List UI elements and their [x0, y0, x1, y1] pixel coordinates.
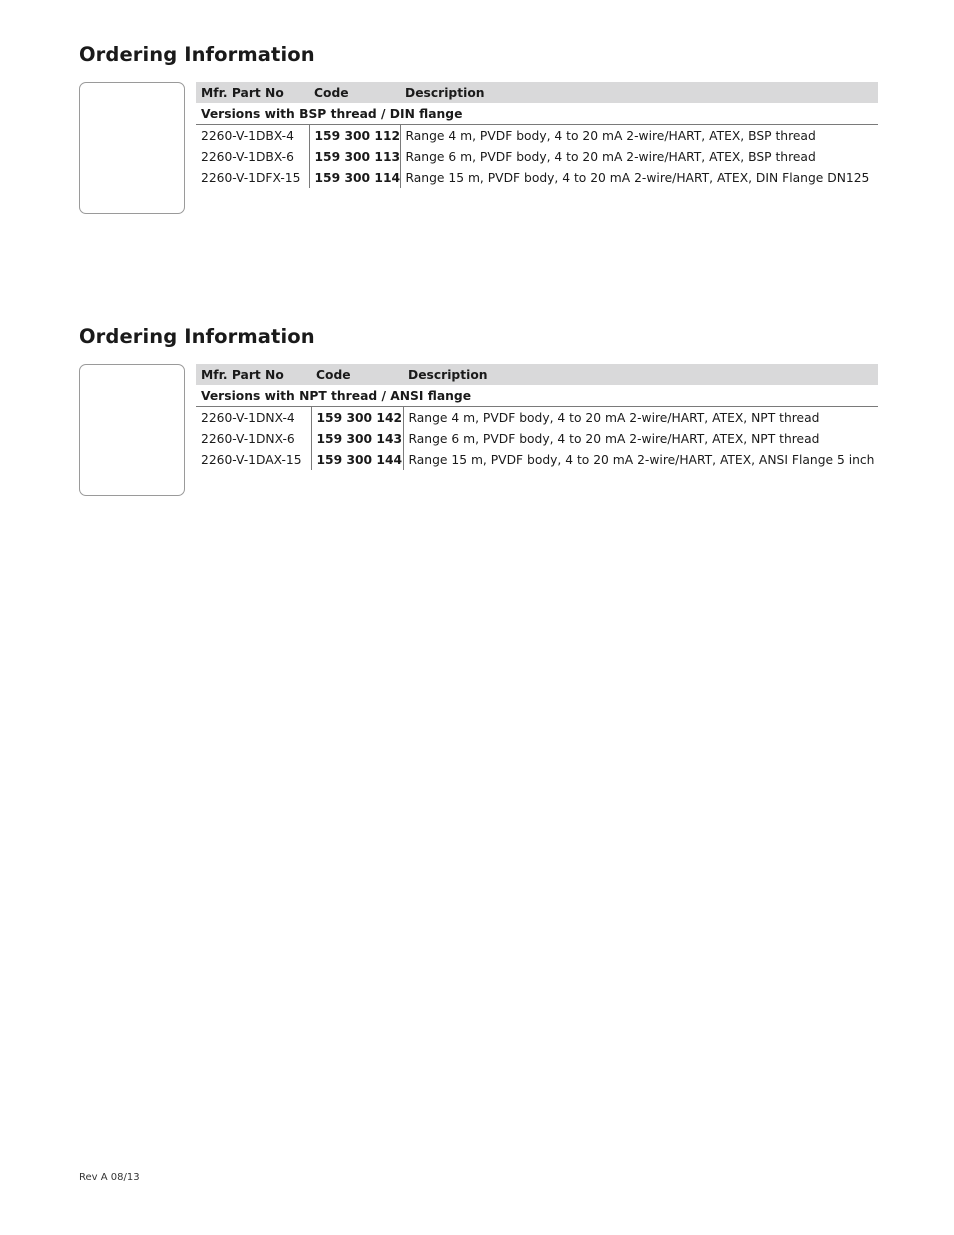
part-number-cell: 2260-V-1DAX-15	[201, 452, 302, 467]
code-cell: 159 300 113	[309, 146, 400, 167]
section-title: Ordering Information	[79, 43, 315, 66]
code-cell: 159 300 143	[311, 428, 403, 449]
table-row	[196, 449, 878, 470]
part-number-cell: 2260-V-1DBX-6	[201, 149, 294, 164]
table-header-row	[196, 82, 878, 103]
table-row	[196, 125, 878, 147]
group-row	[196, 385, 878, 407]
code-cell: 159 300 144	[311, 449, 403, 470]
table-row	[196, 167, 878, 188]
ordering-table	[196, 82, 878, 188]
column-header-description: Description	[400, 82, 878, 103]
part-number-cell: 2260-V-1DNX-6	[201, 431, 295, 446]
code-cell: 159 300 112	[309, 125, 400, 147]
code-cell: 159 300 114	[309, 167, 400, 188]
revision-footer: Rev A 08/13	[79, 1172, 140, 1183]
table-header-row	[196, 364, 878, 385]
table-row	[196, 407, 878, 429]
column-header-code: Code	[309, 82, 400, 103]
description-cell: Range 4 m, PVDF body, 4 to 20 mA 2-wire/HART, ATEX, NPT thread	[403, 407, 878, 429]
group-row	[196, 103, 878, 125]
description-cell: Range 4 m, PVDF body, 4 to 20 mA 2-wire/HART, ATEX, BSP thread	[400, 125, 878, 147]
column-header-description: Description	[403, 364, 878, 385]
column-header-part: Mfr. Part No	[196, 82, 309, 103]
ordering-section-2	[79, 322, 879, 467]
group-label: Versions with NPT thread / ANSI flange	[196, 385, 878, 407]
part-number-cell: 2260-V-1DFX-15	[201, 170, 301, 185]
column-header-part: Mfr. Part No	[196, 364, 311, 385]
group-label: Versions with BSP thread / DIN flange	[196, 103, 878, 125]
table-row	[196, 146, 878, 167]
table-row	[196, 428, 878, 449]
product-image-placeholder	[79, 364, 185, 496]
description-cell: Range 15 m, PVDF body, 4 to 20 mA 2-wire/HART, ATEX, DIN Flange DN125	[400, 167, 878, 188]
description-cell: Range 6 m, PVDF body, 4 to 20 mA 2-wire/HART, ATEX, NPT thread	[403, 428, 878, 449]
section-title: Ordering Information	[79, 325, 315, 348]
description-cell: Range 6 m, PVDF body, 4 to 20 mA 2-wire/HART, ATEX, BSP thread	[400, 146, 878, 167]
code-cell: 159 300 142	[311, 407, 403, 429]
part-number-cell: 2260-V-1DNX-4	[201, 410, 295, 425]
ordering-table	[196, 364, 878, 470]
description-cell: Range 15 m, PVDF body, 4 to 20 mA 2-wire/HART, ATEX, ANSI Flange 5 inch	[403, 449, 878, 470]
column-header-code: Code	[311, 364, 403, 385]
product-image-placeholder	[79, 82, 185, 214]
ordering-section-1	[79, 40, 879, 185]
part-number-cell: 2260-V-1DBX-4	[201, 128, 294, 143]
